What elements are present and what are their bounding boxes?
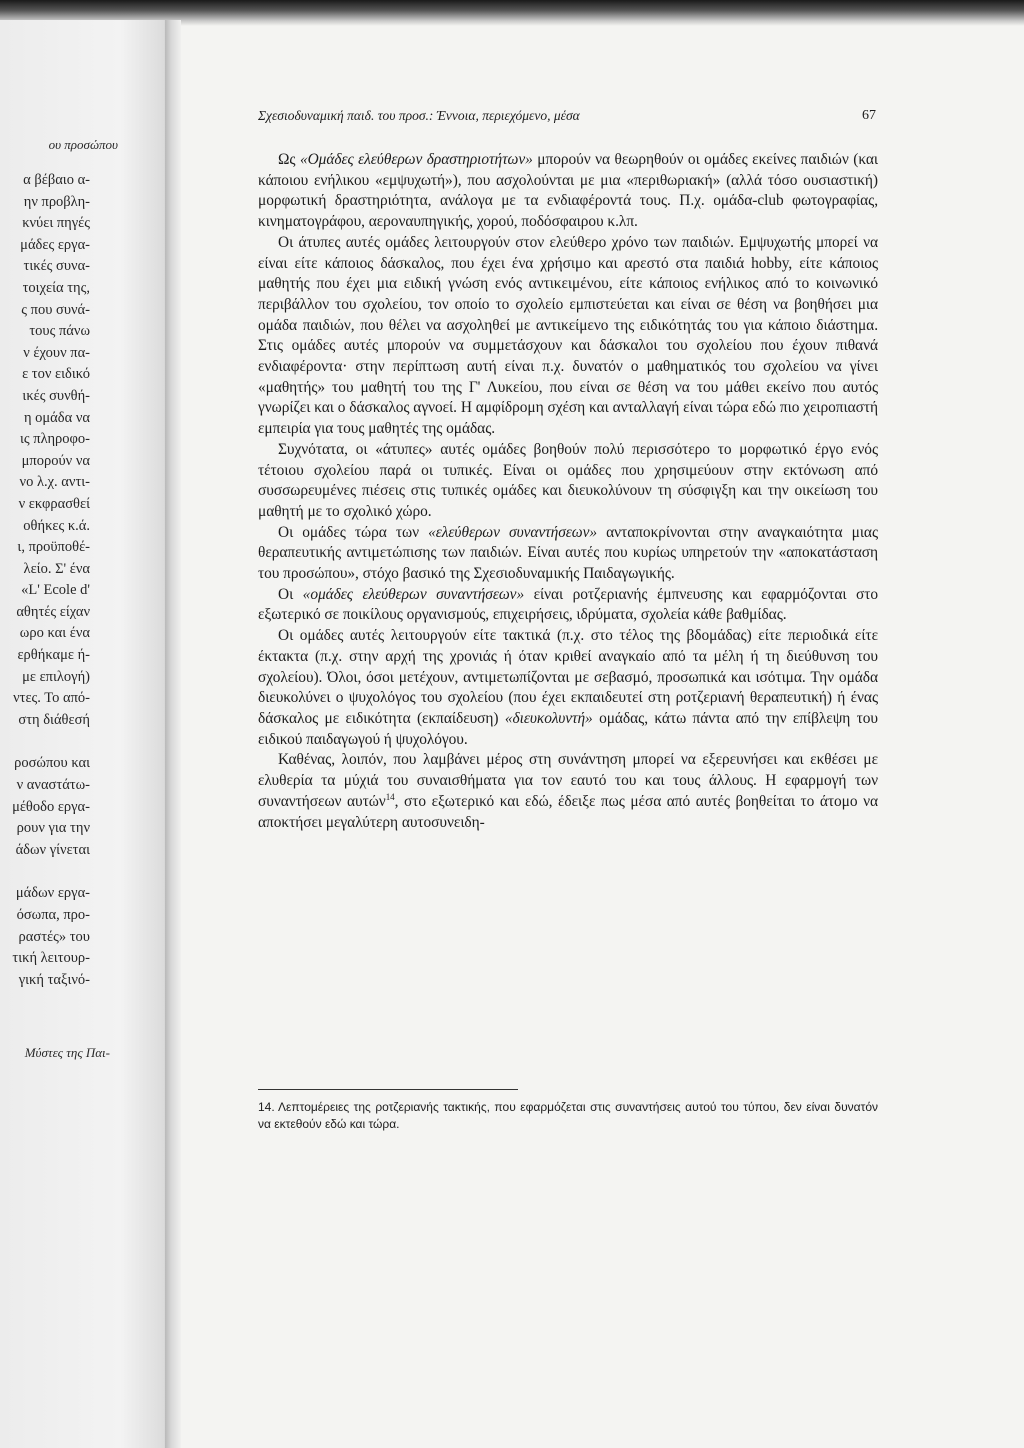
left-page-line: ην προβλη- — [23, 193, 90, 210]
left-page-line: νο λ.χ. αντι- — [19, 474, 90, 491]
left-page-line: όσωπα, προ- — [16, 907, 90, 923]
book-gutter — [165, 20, 181, 1448]
left-page-line: αθητές είχαν — [16, 603, 90, 620]
left-page-line: άδων γίνεται — [15, 841, 90, 858]
footnote — [258, 1099, 878, 1132]
left-page-line: ν αναστάτω- — [16, 777, 90, 794]
left-page-line — [0, 731, 90, 753]
running-head — [258, 108, 878, 128]
left-page-line: οθήκες κ.ά. — [23, 517, 90, 534]
left-page-line: ι, προϋποθέ- — [17, 539, 90, 556]
left-page-line — [0, 861, 90, 883]
left-page-line: ν εκφρασθεί — [18, 495, 90, 512]
left-page-line: ερθήκαμε ή- — [17, 647, 90, 664]
left-page-line: μάδων εργα- — [15, 885, 90, 902]
left-page-line: η ομάδα να — [23, 409, 90, 426]
running-title: Σχεσιοδυναμική παιδ. του προσ.: Έννοια, περιεχόμενο, μέσα — [258, 108, 580, 123]
footnote-text: Λεπτομέρειες της ροτζεριανής τακτικής, που εφαρμόζεται στις συναντήσεις αυτού του τύπου, δεν είναι δυνατόν να εκτεθούν εδώ και τώρα. — [258, 1100, 878, 1131]
left-page-line: γική ταξινό- — [18, 971, 90, 988]
left-page-line: ροσώπου και — [14, 755, 90, 772]
footnote-rule — [258, 1089, 518, 1090]
left-page-footer: Μύστες της Παι- — [24, 1045, 110, 1060]
left-page-line: τοιχεία της, — [22, 279, 90, 296]
left-page-line: μάδες εργα- — [20, 236, 90, 253]
left-page-line: ρουν για την — [16, 820, 90, 837]
paragraph: Οι άτυπες αυτές ομάδες λειτουργούν στον ελεύθερο χρόνο των παιδιών. Εμψυχωτής μπορεί να είναι είτε κάποιος δάσκαλος, που έχει ένα χρήσιμο και αρεστό στα παιδιά hobby, είτε κάποιος μαθητής που έχει μια ειδική γνώση ενός αντικειμένου, είτε κάποιος ενήλικος από το κοινωνικό περιβάλλον του σχολείου, τον οποίο το σχολείο εμπιστεύεται και είναι σε θέση να βοηθήσει μια ομάδα παιδιών, που θέλει να ασχοληθεί με αντικείμενο της ειδικότητάς του για κάποιο διάστημα. Στις ομάδες αυτές μπορούν να συμμετάσχουν και δάσκαλοι του σχολείου που έχουν πιθανά ενδιαφέροντα· στην περίπτωση αυτή είναι π.χ. δυνατόν ο μαθηματικός του σχολείου να γίνει «μαθητής» του μαθητή του της Γ' Λυκείου, που είναι σε θέση να του μάθει εκείνο που αυτός γνωρίζει και ο δάσκαλος αγνοεί. Η αμφίδρομη σχέση και ανταλλαγή είναι τώρα εδώ πιο χειροπιαστή εμπειρία για τους μαθητές της ομάδας. — [258, 233, 878, 438]
footnote-ref: 14 — [385, 791, 395, 802]
left-page — [0, 20, 172, 1448]
left-page-line: «L' Ecole d' — [21, 582, 90, 599]
left-page-line: με επιλογή) — [22, 668, 90, 685]
left-page-line: στη διάθεσή — [18, 711, 90, 728]
paragraph: Οι ομάδες τώρα των «ελεύθερων συναντήσεων» ανταποκρίνονται στην αναγκαιότητα μιας θεραπευτικής αντιμετώπισης των παιδιών. Είναι αυτές που κυρίως υπηρετούν την «αποκατάσταση του προσώπου», στόχο βασικό της Σχεσιοδυναμικής Παιδαγωγικής. — [258, 523, 878, 583]
page-number: 67 — [862, 108, 876, 123]
left-page-text — [0, 170, 90, 991]
left-page-line: μπορούν να — [21, 452, 90, 469]
left-page-line: ν έχουν πα- — [23, 344, 90, 361]
left-page-line: ντες. Το από- — [13, 690, 90, 707]
left-page-line: τους πάνω — [29, 323, 90, 340]
left-page-line: ς που συνά- — [21, 301, 90, 318]
left-page-line: α βέβαιο α- — [23, 172, 90, 188]
paragraph: Οι ομάδες αυτές λειτουργούν είτε τακτικά (π.χ. στο τέλος της βδομάδας) είτε περιοδικά είτε έκτακτα (π.χ. στην αρχή της χρονιάς ή όταν κριθεί αναγκαίο από τα μέλη ή τη διεύθυνση του σχολείου). Όλοι, όσοι μετέχουν, αντιμετωπίζονται με σεβασμό, προσωπικά και ισότιμα. Την ομάδα διευκολύνει ο ψυχολόγος του σχολείου (που έχει εκπαιδευτεί στη ροτζεριανή θεραπευτική) ή ένας δάσκαλος με ειδικότητα (εκπαίδευση) «διευκολυντή» ομάδας, κάτω πάντα από την επίβλεψη του ειδικού παιδαγωγού ή ψυχολόγου. — [258, 627, 878, 748]
left-page-line: κνύει πηγές — [22, 215, 90, 232]
left-page-line: ικές συνθή- — [22, 387, 90, 404]
paragraph: Συχνότατα, οι «άτυπες» αυτές ομάδες βοηθούν πολύ περισσότερο το μορφωτικό έργο ενός τέτοιου σχολείου παρά οι τυπικές. Είναι οι ομάδες που χρησιμεύουν στην εκτόνωση από συσσωρευμένες πιέσεις στις τυπικές ομάδες και διευκολύνουν τη σύσφιγξη και την οικείωση του μαθητή με το σχολικό χώρο. — [258, 440, 878, 520]
paragraph: Καθένας, λοιπόν, που λαμβάνει μέρος στη συνάντηση μπορεί να εξερευνήσει και εκθέσει με ελυθερία τα μύχιά του συναισθήματα για τον εαυτό του και τους άλλους. Η εφαρμογή των συναντήσεων αυτών$^{14}$, στο εξωτερικό και εδώ, έδειξε πως μέσα από αυτές βοηθείται το άτομο να αποκτήσει μεγαλύτερη αυτοσυνειδη- — [258, 751, 878, 831]
footnote-number: 14. — [258, 1100, 275, 1114]
body-text — [258, 150, 878, 833]
left-page-line: τικές συνα- — [23, 258, 90, 275]
left-page-line: ις πληροφο- — [19, 431, 90, 448]
paragraph: Οι «ομάδες ελεύθερων συναντήσεων» είναι ροτζεριανής έμπνευσης και εφαρμόζονται στο εξωτερικό σε ποικίλους οργανισμούς, επιχειρήσεις, ιδρύματα, σχολεία κάθε βαθμίδας. — [258, 585, 879, 624]
left-page-line: τική λειτουρ- — [12, 950, 90, 967]
paragraph: Ως «Ομάδες ελεύθερων δραστηριοτήτων» μπορούν να θεωρηθούν οι ομάδες εκείνες παιδιών (και κάποιου ενήλικου «εμψυχωτή»), που ασχολούνται με μια «περιθωριακή» (αλλά τόσο ουσιαστική) μορφωτική δραστηριότητα, ανάλογα με τα ενδιαφέροντά τους. Π.χ. ομάδα-club φωτογραφίας, κινηματογράφου, αεροναυπηγικής, χορού, ποδόσφαιρου κ.λπ. — [258, 151, 879, 231]
left-page-line: ε τον ειδικό — [22, 366, 90, 383]
left-page-header: ου προσώπου — [48, 137, 118, 152]
left-page-line: ραστές» του — [18, 928, 90, 945]
left-page-line: λείο. Σ' ένα — [23, 560, 90, 577]
left-page-line: μέθοδο εργα- — [12, 798, 90, 815]
left-page-line: ωρο και ένα — [19, 625, 90, 642]
